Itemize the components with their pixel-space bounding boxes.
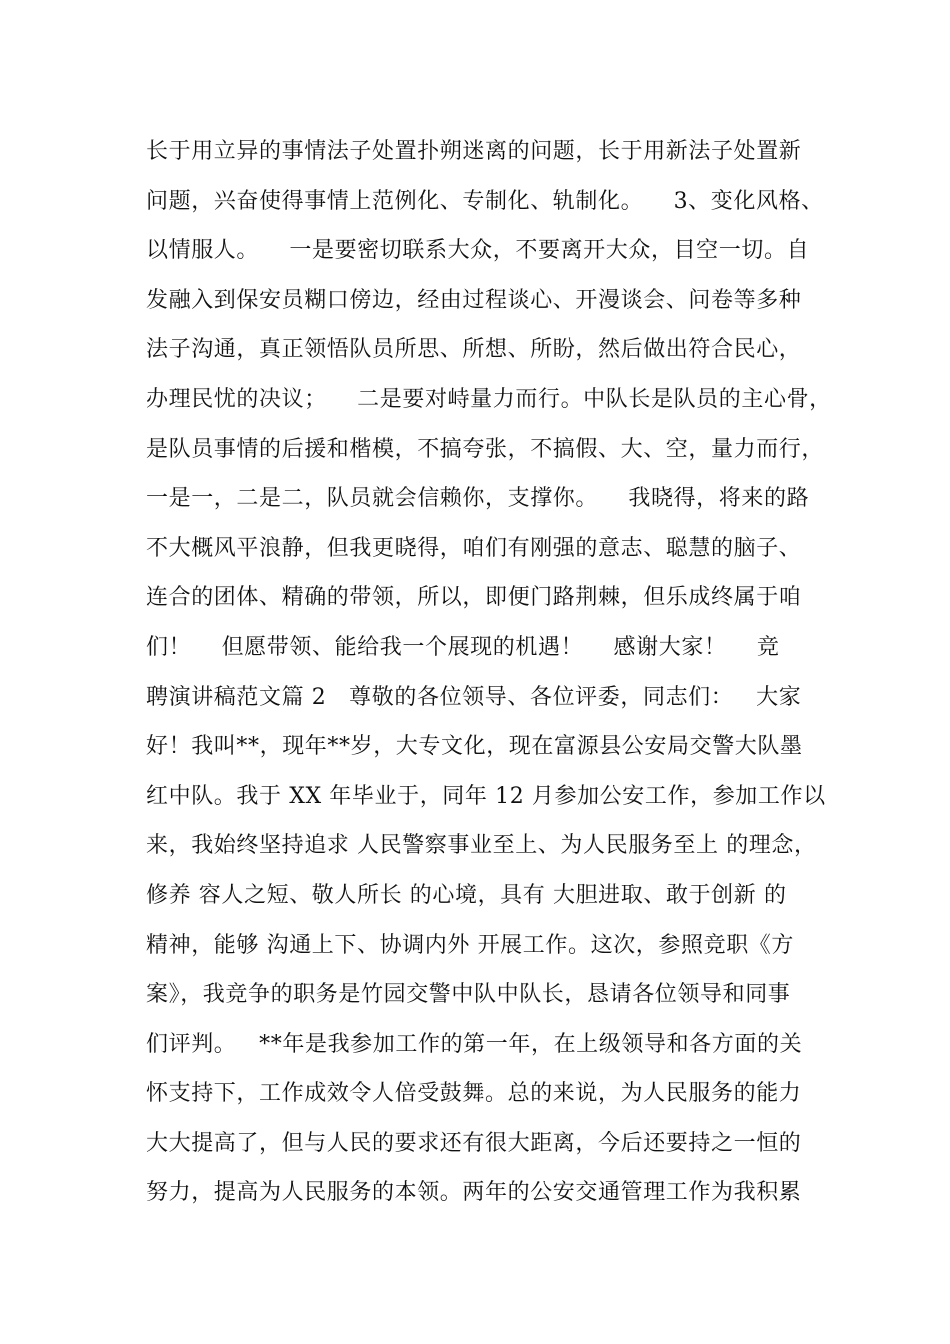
body-line: 红中队。我于 XX 年毕业于，同年 12 月参加公安工作，参加工作以: [146, 783, 826, 809]
body-line: 大大提高了，但与人民的要求还有很大距离，今后还要持之一恒的: [146, 1130, 802, 1156]
body-line: 发融入到保安员糊口傍边，经由过程谈心、开漫谈会、问卷等多种: [146, 287, 802, 313]
body-line: 们！ 但愿带领、能给我一个展现的机遇！ 感谢大家！ 竞: [146, 634, 780, 660]
body-line: 法子沟通，真正领悟队员所思、所想、所盼，然后做出符合民心，: [146, 337, 802, 363]
body-line: 努力，提高为人民服务的本领。两年的公安交通管理工作为我积累: [146, 1180, 802, 1206]
body-line: 连合的团体、精确的带领，所以，即便门路荆棘，但乐成终属于咱: [146, 585, 802, 611]
body-line: 长于用立异的事情法子处置扑朔迷离的问题，长于用新法子处置新: [146, 139, 802, 164]
body-line: 一是一，二是二，队员就会信赖你，支撑你。 我晓得，将来的路: [146, 486, 810, 512]
body-line: 是队员事情的后援和楷模，不搞夸张，不搞假、大、空，量力而行，: [146, 436, 825, 462]
body-line: 不大概风平浪静，但我更晓得，咱们有刚强的意志、聪慧的脑子、: [146, 535, 802, 561]
body-line: 办理民忧的决议； 二是要对峙量力而行。中队长是队员的主心骨，: [146, 386, 832, 412]
body-line: 们评判。 **年是我参加工作的第一年，在上级领导和各方面的关: [146, 1031, 803, 1057]
body-line: 案》，我竞争的职务是竹园交警中队中队长，恳请各位领导和同事: [146, 982, 791, 1008]
body-line: 聘演讲稿范文篇 2 尊敬的各位领导、各位评委，同志们： 大家: [146, 684, 802, 710]
body-line: 以情服人。 一是要密切联系大众，不要离开大众，目空一切。自: [146, 238, 810, 264]
body-line: 问题，兴奋使得事情上范例化、专制化、轨制化。 3、变化风格、: [146, 188, 824, 214]
body-line: 修养 容人之短、敬人所长 的心境，具有 大胆进取、敢于创新 的: [146, 882, 787, 908]
body-line: 精神，能够 沟通上下、协调内外 开展工作。这次，参照竞职《方: [146, 932, 794, 958]
body-line: 来，我始终坚持追求 人民警察事业至上、为人民服务至上 的理念，: [146, 833, 817, 859]
document-body: [146, 127, 846, 1218]
body-line: 好！我叫**，现年**岁，大专文化，现在富源县公安局交警大队墨: [146, 734, 803, 760]
body-line: 怀支持下，工作成效令人倍受鼓舞。总的来说，为人民服务的能力: [146, 1081, 802, 1107]
